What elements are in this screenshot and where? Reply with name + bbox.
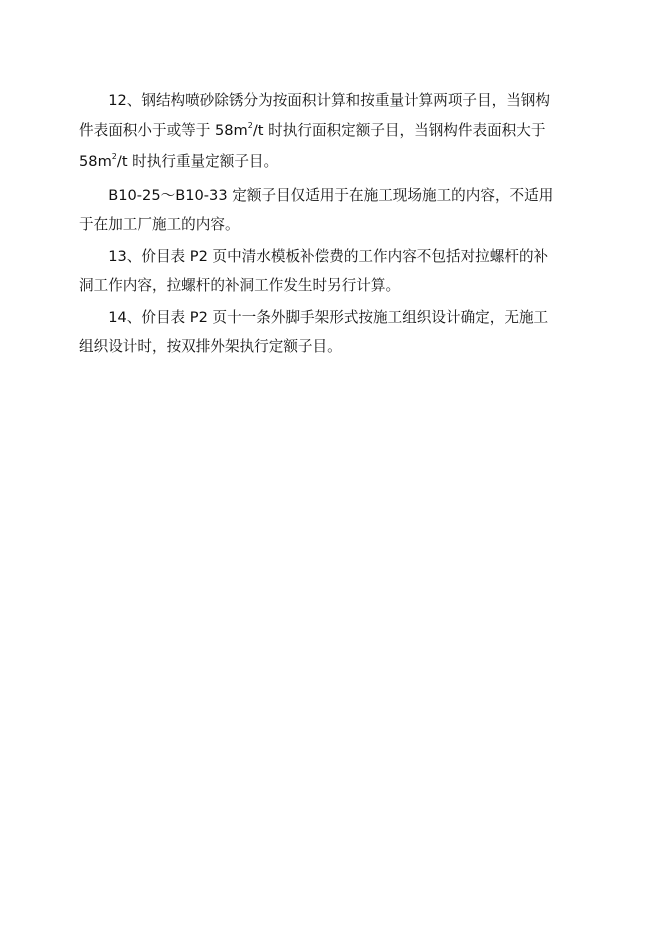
- text-line: 14、价目表 P2 页十一条外脚手架形式按施工组织设计确定，无施工: [108, 308, 549, 326]
- superscript: 2: [247, 120, 253, 130]
- text-run: /t 时执行面积定额子目，当钢构件表面积大于: [252, 121, 546, 139]
- text-line: 12、钢结构喷砂除锈分为按面积计算和按重量计算两项子目，当钢构: [108, 92, 550, 109]
- text-line: 于在加工厂施工的内容。: [79, 216, 240, 233]
- text-line: 组织设计时，按双排外架执行定额子目。: [79, 338, 342, 355]
- text-line: [79, 116, 585, 148]
- paragraph-item-13: [79, 242, 585, 301]
- text-run: 58m: [79, 153, 112, 170]
- superscript: 2: [111, 152, 117, 162]
- document-body: [79, 86, 585, 364]
- text-run: 件表面积小于或等于 58m: [79, 121, 248, 139]
- paragraph-item-12: [79, 86, 585, 179]
- text-line: B10-25～B10-33 定额子目仅适用于在施工现场施工的内容，不适用: [108, 186, 554, 204]
- text-line: 洞工作内容，拉螺杆的补洞工作发生时另行计算。: [79, 277, 401, 294]
- text-run: /t 时执行重量定额子目。: [116, 153, 279, 170]
- paragraph-item-14: [79, 303, 585, 362]
- text-line: 13、价目表 P2 页中清水模板补偿费的工作内容不包括对拉螺杆的补: [108, 247, 549, 265]
- paragraph-note-b10: [79, 181, 585, 240]
- text-line: [79, 147, 585, 179]
